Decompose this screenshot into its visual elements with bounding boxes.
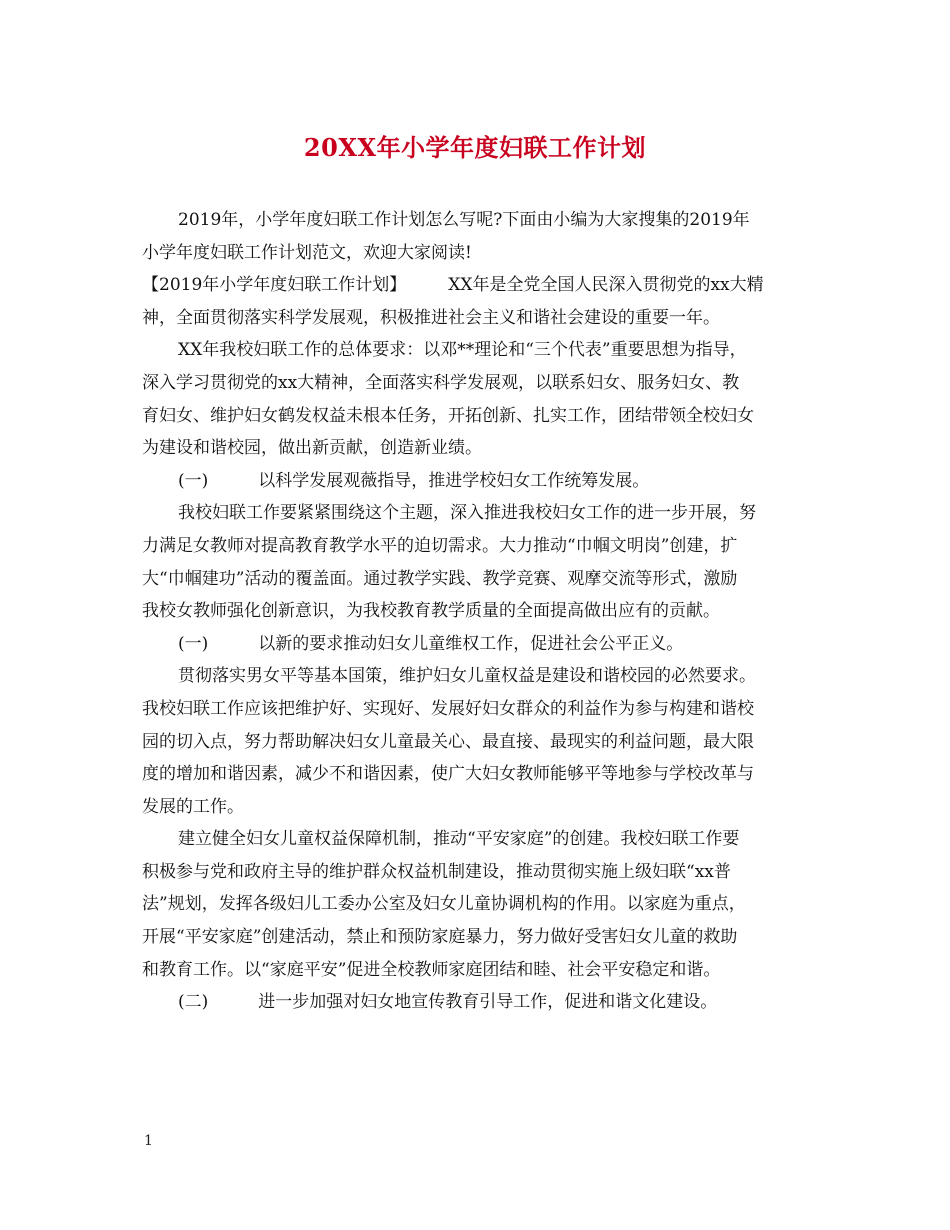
text-line: 我校女教师强化创新意识，为我校教育教学质量的全面提高做出应有的贡献。 (142, 601, 720, 622)
text-line: 园的切入点，努力帮助解决妇女儿童最关心、最直接、最现实的利益问题，最大限 (142, 731, 754, 752)
text-line: 2019年，小学年度妇联工作计划怎么写呢?下面由小编为大家搜集的2019年 (178, 210, 750, 230)
text-line: 贯彻落实男女平等基本国策，维护妇女儿童权益是建设和谐校园的必然要求。 (178, 666, 756, 687)
text-line: 积极参与党和政府主导的维护群众权益机制建设，推动贯彻实施上级妇联“xx普 (142, 861, 731, 882)
text-line: 为建设和谐校园，做出新贡献，创造新业绩。 (142, 438, 482, 459)
section-heading-text: 以新的要求推动妇女儿童维权工作，促进社会公平正义。 (258, 633, 684, 654)
text-line: 我校妇联工作要紧紧围绕这个主题，深入推进我校妇女工作的进一步开展，努 (178, 503, 756, 524)
text-line: 小学年度妇联工作计划范文，欢迎大家阅读! (142, 242, 472, 263)
text-line: 开展“平安家庭”创建活动，禁止和预防家庭暴力，努力做好受害妇女儿童的救助 (142, 927, 738, 948)
text-line (142, 269, 822, 302)
section-number: (一) (178, 633, 209, 654)
text-line: XX年我校妇联工作的总体要求：以邓**理论和“三个代表”重要思想为指导， (178, 340, 747, 361)
document-title: 20XX年小学年度妇联工作计划 (303, 133, 647, 162)
text-line: 度的增加和谐因素，减少不和谐因素，使广大妇女教师能够平等地参与学校改革与 (142, 764, 754, 785)
text-line: 大“巾帼建功”活动的覆盖面。通过教学实践、教学竞赛、观摩交流等形式，激励 (142, 568, 738, 589)
text-line: 深入学习贯彻党的xx大精神，全面落实科学发展观，以联系妇女、服务妇女、教 (142, 372, 740, 393)
text-line: 我校妇联工作应该把维护好、实现好、发展好妇女群众的利益作为参与构建和谐校 (142, 698, 754, 719)
text-line: 法”规划，发挥各级妇儿工委办公室及妇女儿童协调机构的作用。以家庭为重点， (142, 894, 746, 915)
bracket-heading: 【2019年小学年度妇联工作计划】 (142, 275, 407, 296)
text-segment: XX年是全党全国人民深入贯彻党的xx大精 (448, 275, 764, 296)
section-heading-text: 以科学发展观薇指导，推进学校妇女工作统筹发展。 (258, 470, 650, 491)
section-number: (一) (178, 470, 209, 491)
page-number: 1 (144, 1133, 153, 1149)
text-line: 育妇女、维护妇女鹤发权益未根本任务，开拓创新、扎实工作，团结带领全校妇女 (142, 405, 754, 426)
section-number: (二) (178, 992, 209, 1013)
section-heading-text: 进一步加强对妇女地宣传教育引导工作，促进和谐文化建设。 (258, 992, 718, 1013)
text-line: 和教育工作。以“家庭平安”促进全校教师家庭团结和睦、社会平安稳定和谐。 (142, 959, 721, 980)
text-line: 力满足女教师对提高教育教学水平的迫切需求。大力推动“巾帼文明岗”创建，扩 (142, 535, 738, 556)
document-body (142, 204, 822, 1019)
section-heading (142, 986, 822, 1019)
text-line: 建立健全妇女儿童权益保障机制，推动“平安家庭”的创建。我校妇联工作要 (178, 829, 740, 850)
section-heading (142, 628, 822, 661)
text-line: 发展的工作。 (142, 796, 244, 817)
section-heading (142, 465, 822, 498)
text-line: 神，全面贯彻落实科学发展观，积极推进社会主义和谐社会建设的重要一年。 (142, 307, 720, 328)
